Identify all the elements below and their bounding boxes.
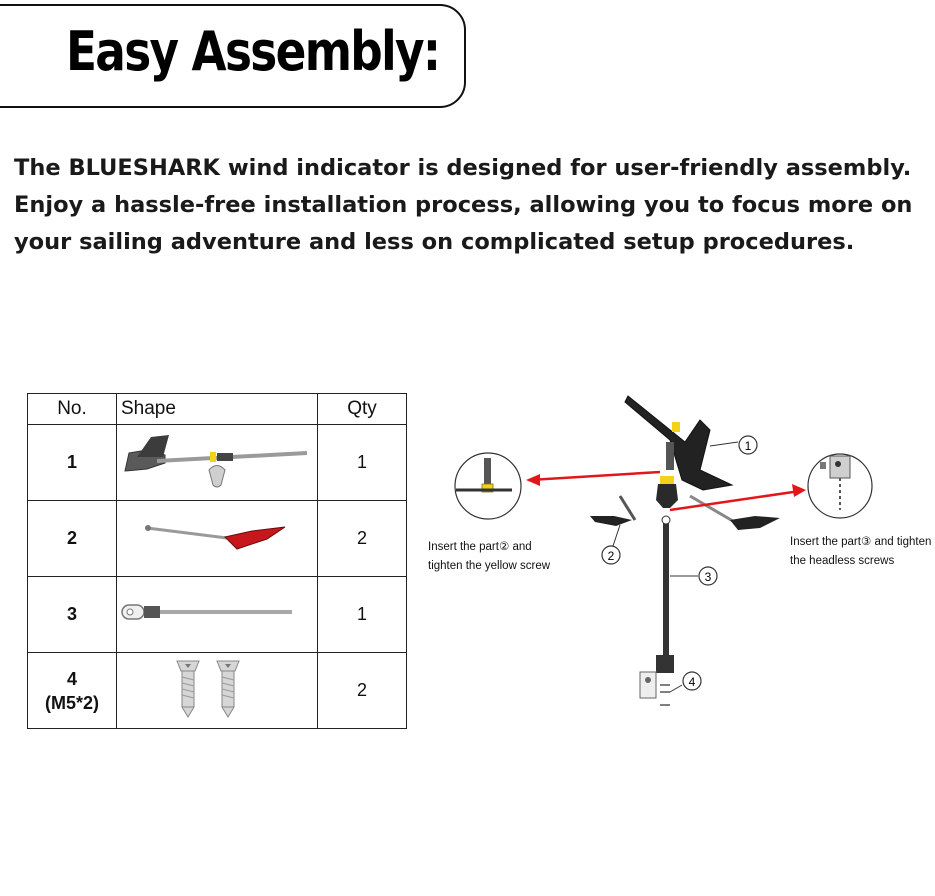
- arm-image: [117, 501, 317, 571]
- part-number: [28, 653, 117, 729]
- part-qty: 2: [318, 653, 407, 729]
- mounting-rod-image: [117, 577, 317, 647]
- header-no: No.: [28, 394, 117, 425]
- part-number-sub: (M5*2): [44, 692, 99, 713]
- part-shape-vane: [117, 425, 318, 501]
- callout-left-line2: tighten the yellow screw: [428, 560, 551, 572]
- marker-4: 4: [688, 675, 696, 689]
- callout-right: [790, 533, 931, 571]
- table-header-row: [28, 394, 407, 425]
- part-qty: 1: [318, 425, 407, 501]
- part-number: 3: [28, 577, 117, 653]
- intro-line: The BLUESHARK wind indicator is designed for user-friendly assembly.: [14, 155, 912, 181]
- part-shape-arm: [117, 501, 318, 577]
- table-row: [28, 425, 407, 501]
- marker-3: 3: [704, 570, 712, 584]
- header-shape: Shape: [117, 394, 318, 425]
- part-shape-screws: [117, 653, 318, 729]
- page-title: Easy Assembly:: [66, 20, 440, 83]
- wind-vane-image: [117, 425, 317, 495]
- callout-left: [428, 538, 550, 576]
- parts-table: [27, 393, 407, 729]
- part-shape-rod: [117, 577, 318, 653]
- screws-image: [117, 653, 317, 723]
- part-qty: 2: [318, 501, 407, 577]
- intro-line: Enjoy a hassle-free installation process, allowing you to focus more on: [14, 192, 913, 218]
- marker-1: 1: [744, 439, 752, 453]
- table-row: [28, 577, 407, 653]
- callout-left-line1: Insert the part② and: [428, 541, 532, 553]
- header-qty: Qty: [318, 394, 407, 425]
- part-qty: 1: [318, 577, 407, 653]
- part-number: 2: [28, 501, 117, 577]
- intro-paragraph: [14, 150, 929, 261]
- intro-line: your sailing adventure and less on complicated setup procedures.: [14, 229, 855, 255]
- part-number: 1: [28, 425, 117, 501]
- part-number-main: 4: [66, 668, 77, 689]
- callout-right-line2: the headless screws: [790, 555, 895, 567]
- callout-right-line1: Insert the part③ and tighten: [790, 536, 932, 548]
- marker-2: 2: [607, 549, 615, 563]
- table-row: [28, 501, 407, 577]
- assembly-diagram: [420, 380, 935, 725]
- table-row: [28, 653, 407, 729]
